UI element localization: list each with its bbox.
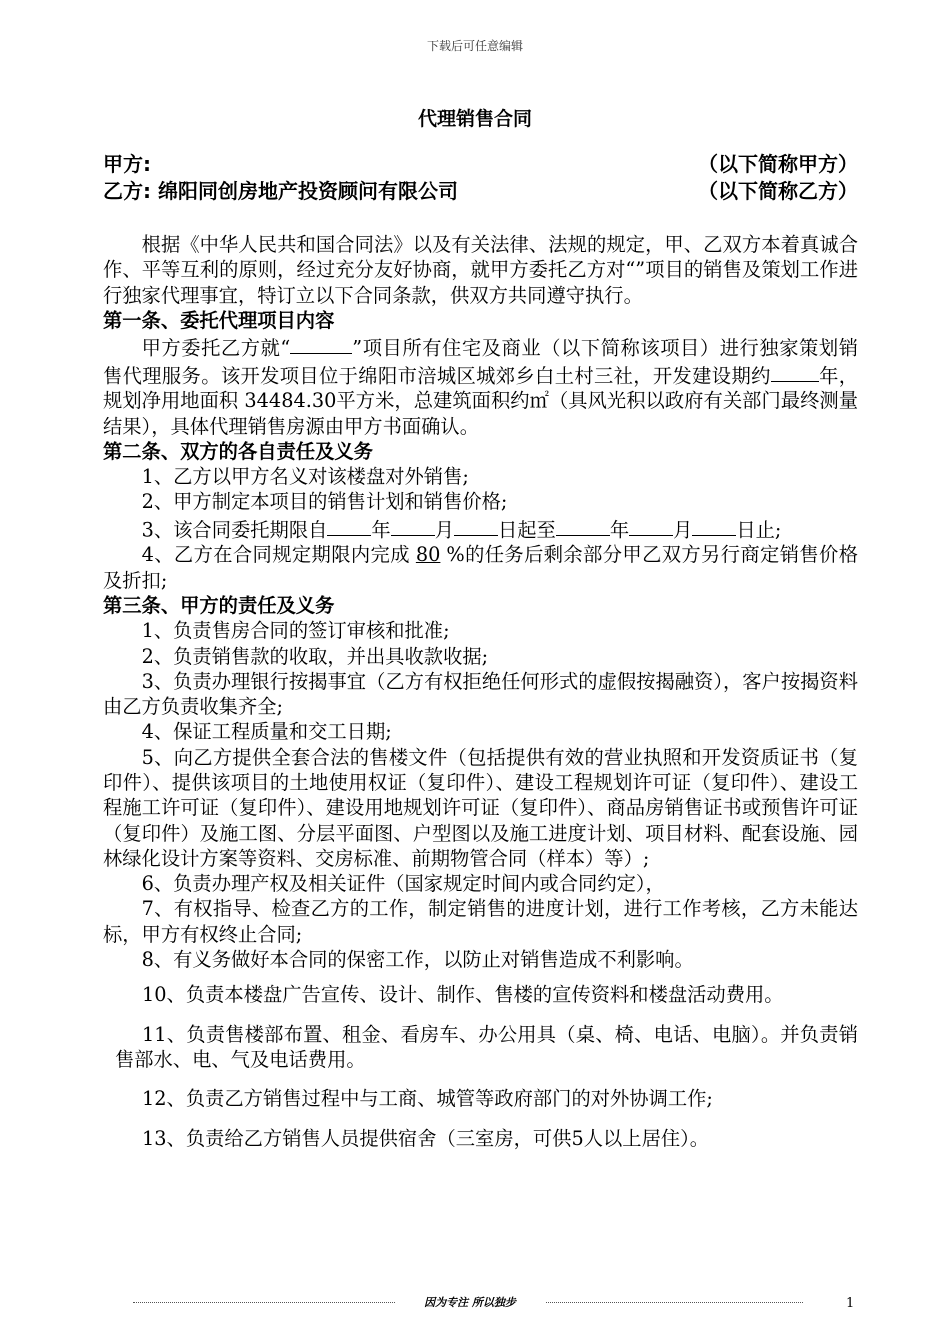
quota-text-a: 4、乙方在合同规定期限内完成 [141,543,410,567]
article-3-item-4: 4、保证工程质量和交工日期; [141,720,392,744]
article-2-item-4 [103,542,858,593]
start-day-blank [454,515,498,536]
term-text-b: 年 [371,518,391,542]
article-2-item-1: 1、乙方以甲方名义对该楼盘对外销售; [141,465,469,489]
term-text-g: 日止; [736,518,782,542]
page-header: 下载后可任意编辑 [426,39,523,53]
preamble-text-a: 根据《中华人民共和国合同法》以及有关法律、法规的规定，甲、乙双方本着真诚合作、平等互利的原则，经过充分友好协商，就甲方委托乙方对“ [103,233,858,282]
article-3-item-13: 13、负责给乙方销售人员提供宿舍（三室房，可供5人以上居住）。 [142,1126,710,1150]
start-month-blank [391,515,435,536]
party-a-label: 甲方: [103,152,151,176]
term-text-a: 3、该合同委托期限自 [141,518,328,542]
term-text-c: 月 [434,518,454,542]
article-3-item-8: 8、有义务做好本合同的保密工作，以防止对销售造成不利影响。 [141,948,694,972]
article-3-item-11: 11、负责售楼部布置、租金、看房车、办公用具（桌、椅、电话、电脑）。并负责销售部水、电、气及电话费用。 [115,1022,858,1071]
article-1-text-b: ”项目所有住宅及商业（以下简称该项目）进行独家策划销售代理服务。该开发项目位于绵阳市涪城区城郊乡白土村三社，开发建设期约 [103,336,859,387]
party-b-line [103,177,858,205]
party-b-label: 乙方: 绵阳同创房地产投资顾问有限公司 [103,179,458,203]
area-unit: ㎡ [529,389,549,413]
article-3-item-7: 7、有权指导、检查乙方的工作，制定销售的进度计划，进行工作考核，乙方未能达标，甲方有权终止合同; [103,897,858,946]
article-3-item-12: 12、负责乙方销售过程中与工商、城管等政府部门的对外协调工作; [142,1087,713,1111]
project-name-blank [290,333,352,354]
quota-value: 80 [415,543,441,567]
article-1-text-d: （具风光积以政府有关部门最终测量结果），具体代理销售房源由甲方书面确认。 [103,389,859,438]
end-year-blank [556,515,610,536]
party-a-line [103,150,858,178]
article-3-item-3: 3、负责办理银行按揭事宜（乙方有权拒绝任何形式的虚假按揭融资），客户按揭资料由乙方负责收集齐全; [103,669,858,719]
article-3-item-10: 10、负责本楼盘广告宣传、设计、制作、售楼的宣传资料和楼盘活动费用。 [142,983,784,1007]
article-3-item-5: 5、向乙方提供全套合法的售楼文件（包括提供有效的营业执照和开发资质证书（复印件）、提供该项目的土地使用权证（复印件）、建设工程规划许可证（复印件）、建设工程施工许可证（复印件）、建设用地规划许可证（复印件）、商品房销售证书或预售许可证（复印件）及施工图、分层平面图、户型图以及施工进度计划、项目材料、配套设施、园林绿化设计方案等资料、交房标准、前期物管合同（样本）等）; [103,745,858,870]
article-1-paragraph [103,333,858,439]
period-blank [771,361,819,382]
article-1-heading: 第一条、委托代理项目内容 [103,308,335,332]
article-1-text-c: 年，规划净用地面积 34484.30平方米，总建筑面积约 [103,363,858,413]
page-number: 1 [846,1296,855,1311]
term-text-f: 月 [673,518,693,542]
article-2-item-2: 2、甲方制定本项目的销售计划和销售价格; [141,490,508,514]
article-1-text-a: 甲方委托乙方就“ [141,336,291,360]
term-text-d: 日起至 [497,518,556,542]
end-day-blank [692,515,736,536]
party-a-note: （以下简称甲方） [698,152,858,176]
article-2-item-3 [103,515,858,543]
article-3-item-2: 2、负责销售款的收取，并出具收款收据; [141,644,489,668]
contract-body [103,232,858,1151]
article-3-item-6: 6、负责办理产权及相关证件（国家规定时间内或合同约定）， [141,872,665,896]
article-3-heading: 第三条、甲方的责任及义务 [103,593,335,617]
end-month-blank [629,515,673,536]
document-title: 代理销售合同 [417,108,532,130]
article-2-heading: 第二条、双方的各自责任及义务 [103,439,373,463]
preamble-text-b: ”项目的销售及策划工作进行独家代理事宜，特订立以下合同条款，供双方共同遵守执行。 [103,258,858,307]
party-b-note: （以下简称乙方） [698,179,858,203]
preamble-paragraph [103,232,858,308]
term-text-e: 年 [609,518,630,542]
start-year-blank [327,515,371,536]
article-3-item-1: 1、负责售房合同的签订审核和批准; [141,619,450,643]
footer-motto: 因为专注 所以独步 [395,1294,545,1310]
quota-text-c: %的任务后剩余部分甲乙双方另行商定销售价格及折扣; [103,543,858,592]
